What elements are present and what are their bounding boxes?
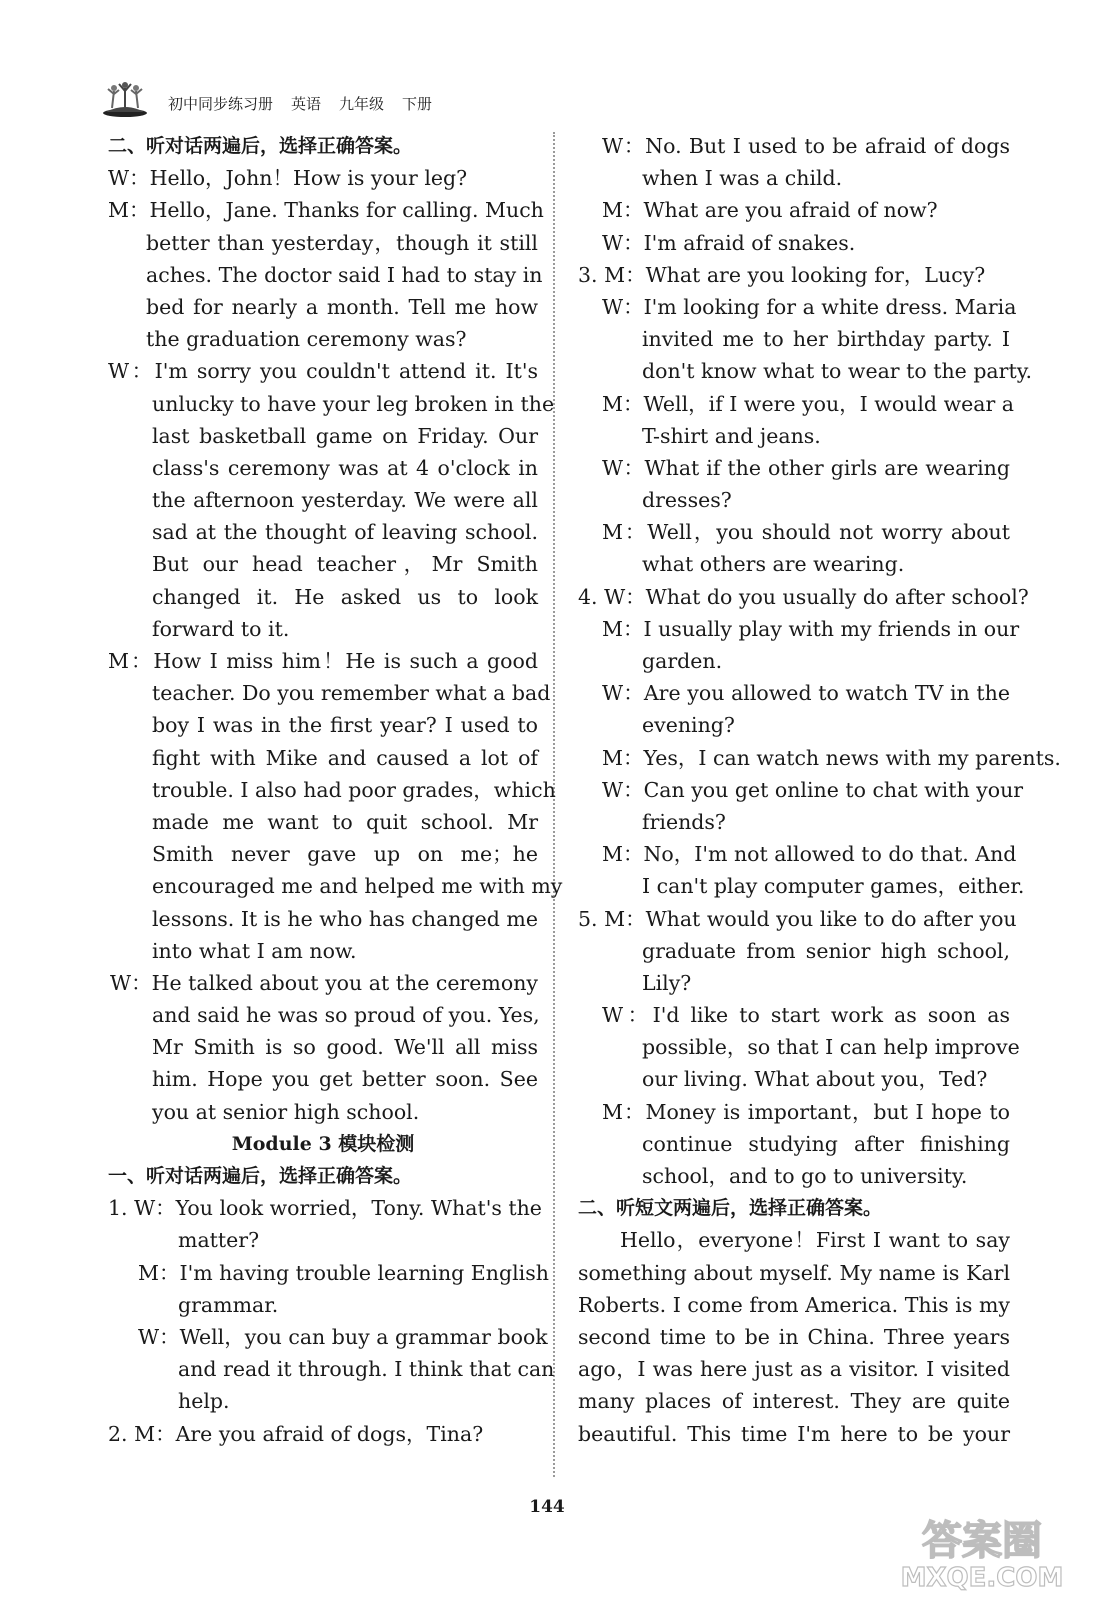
page-header <box>100 78 432 118</box>
left-text-line: W：He talked about you at the ceremony <box>110 970 538 995</box>
right-text-line: dresses? <box>642 488 732 513</box>
page-number: 144 <box>529 1497 565 1517</box>
right-text-line: W：Can you get online to chat with your <box>602 777 1024 802</box>
right-text-line: many places of interest. They are quite <box>578 1389 1010 1414</box>
grade-label: 九年级 <box>339 95 385 113</box>
right-text-line: T-shirt and jeans. <box>642 423 821 448</box>
right-text-line: something about myself. My name is Karl <box>578 1260 1010 1285</box>
right-text-line: invited me to her birthday party. I <box>642 327 1010 352</box>
right-text-line: W：I'd like to start work as soon as <box>602 1003 1010 1028</box>
right-text-line: friends? <box>642 809 726 834</box>
right-text-line: ago，I was here just as a visitor. I visited <box>578 1357 1010 1382</box>
left-text-line: teacher. Do you remember what a bad <box>152 681 551 706</box>
right-text-line: M：Well，you should not worry about <box>602 520 1010 545</box>
left-text-line: and said he was so proud of you. Yes, <box>152 1003 540 1028</box>
right-text-line: M：I usually play with my friends in our <box>602 616 1020 641</box>
left-text-line: matter? <box>178 1228 260 1253</box>
right-text-line: beautiful. This time I'm here to be your <box>578 1421 1010 1446</box>
watermark-logo <box>882 1512 1082 1592</box>
left-text-line: better than yesterday，though it still <box>146 230 538 255</box>
section-heading: 二、听短文两遍后，选择正确答案。 <box>578 1197 883 1220</box>
right-text-line: what others are wearing. <box>642 552 905 577</box>
right-text-line: M：Yes，I can watch news with my parents. <box>602 745 1061 770</box>
section-heading: 二、听对话两遍后，选择正确答案。 <box>108 135 413 157</box>
right-text-line: M：What are you afraid of now? <box>602 198 938 223</box>
left-text-line: boy I was in the first year? I used to <box>152 713 538 738</box>
right-text-line: when I was a child. <box>642 166 843 191</box>
right-text-line: Hello，everyone！First I want to say <box>620 1228 1010 1253</box>
left-text-line: class's ceremony was at 4 o'clock in <box>152 455 538 480</box>
left-text-line: W：Well，you can buy a grammar book <box>138 1324 548 1349</box>
left-text-line: changed it. He asked us to look <box>152 584 538 609</box>
right-text-line: graduate from senior high school, <box>642 938 1010 963</box>
left-text-line: fight with Mike and caused a lot of <box>152 745 538 770</box>
book-logo-icon <box>100 80 150 118</box>
module-title: Module 3 模块检测 <box>231 1132 415 1155</box>
left-text-line: you at senior high school. <box>152 1099 420 1124</box>
left-text-line: 1. W：You look worried，Tony. What's the <box>108 1196 542 1221</box>
left-text-line: help. <box>178 1389 230 1414</box>
right-text-line: M：Money is important，but I hope to <box>602 1099 1010 1124</box>
left-text-line: W：Hello，John！How is your leg? <box>108 166 468 191</box>
right-text-line: 3. M：What are you looking for，Lucy? <box>578 262 986 287</box>
right-text-line: evening? <box>642 713 735 738</box>
left-text-line: grammar. <box>178 1292 279 1317</box>
right-text-line: M：No，I'm not allowed to do that. And <box>602 842 1017 867</box>
left-text-line: the afternoon yesterday. We were all <box>152 488 538 513</box>
right-text-line: school，and to go to university. <box>642 1164 968 1188</box>
right-text-line: continue studying after finishing <box>642 1131 1010 1156</box>
right-text-line: W：I'm afraid of snakes. <box>602 230 856 255</box>
right-text-line: W：I'm looking for a white dress. Maria <box>602 294 1017 319</box>
right-text-line: second time to be in China. Three years <box>578 1324 1010 1349</box>
left-text-line: forward to it. <box>152 616 290 641</box>
left-text-line: Smith never gave up on me；he <box>152 842 538 867</box>
left-column <box>108 130 563 1450</box>
left-text-line: unlucky to have your leg broken in the <box>152 391 555 416</box>
left-text-line: encouraged me and helped me with my <box>152 874 563 899</box>
right-text-line: W：What if the other girls are wearing <box>602 455 1010 480</box>
left-text-line: him. Hope you get better soon. See <box>152 1067 538 1092</box>
right-text-line: possible，so that I can help improve <box>642 1035 1020 1060</box>
column-divider <box>553 132 555 1477</box>
right-text-line: W：Are you allowed to watch TV in the <box>602 681 1010 706</box>
right-text-line: Roberts. I come from America. This is my <box>578 1292 1010 1317</box>
left-text-line: bed for nearly a month. Tell me how <box>146 294 538 319</box>
section-heading: 一、听对话两遍后，选择正确答案。 <box>108 1165 413 1187</box>
left-text-line: W：I'm sorry you couldn't attend it. It's <box>108 359 538 384</box>
left-text-line: M：How I miss him！He is such a good <box>108 649 538 673</box>
left-text-line: M：I'm having trouble learning English <box>138 1260 549 1285</box>
book-title: 初中同步练习册 <box>168 95 274 113</box>
right-text-line: Lily? <box>642 970 692 995</box>
volume-label: 下册 <box>402 95 433 113</box>
left-text-line: made me want to quit school. Mr <box>152 809 538 834</box>
left-text-line: Mr Smith is so good. We'll all miss <box>152 1035 538 1060</box>
left-text-line: sad at the thought of leaving school. <box>152 520 538 545</box>
right-text-line: W：No. But I used to be afraid of dogs <box>602 134 1010 158</box>
left-text-line: and read it through. I think that can <box>178 1357 555 1382</box>
right-text-line: don't know what to wear to the party. <box>642 359 1033 384</box>
right-text-line: garden. <box>642 649 723 673</box>
right-text-line: 4. W：What do you usually do after school? <box>578 584 1029 609</box>
left-text-line: the graduation ceremony was? <box>146 327 467 352</box>
right-text-line: 5. M：What would you like to do after you <box>578 906 1017 931</box>
left-text-line: But our head teacher，Mr Smith <box>152 552 538 577</box>
left-text-line: 2. M：Are you afraid of dogs，Tina? <box>108 1421 484 1446</box>
left-text-line: aches. The doctor said I had to stay in <box>146 262 543 287</box>
right-text-line: our living. What about you，Ted? <box>642 1067 988 1092</box>
left-text-line: lessons. It is he who has changed me <box>152 906 538 931</box>
svg-text:答案圈: 答案圈 <box>922 1518 1042 1564</box>
svg-text:MXQE.COM: MXQE.COM <box>900 1563 1064 1593</box>
right-text-line: M：Well，if I were you，I would wear a <box>602 391 1015 416</box>
right-column <box>578 130 1061 1450</box>
left-text-line: into what I am now. <box>152 938 357 963</box>
subject-label: 英语 <box>291 95 322 113</box>
right-text-line: I can't play computer games，either. <box>642 874 1025 899</box>
left-text-line: trouble. I also had poor grades，which <box>152 777 556 802</box>
left-text-line: last basketball game on Friday. Our <box>152 423 538 448</box>
left-text-line: M：Hello，Jane. Thanks for calling. Much <box>108 198 544 223</box>
